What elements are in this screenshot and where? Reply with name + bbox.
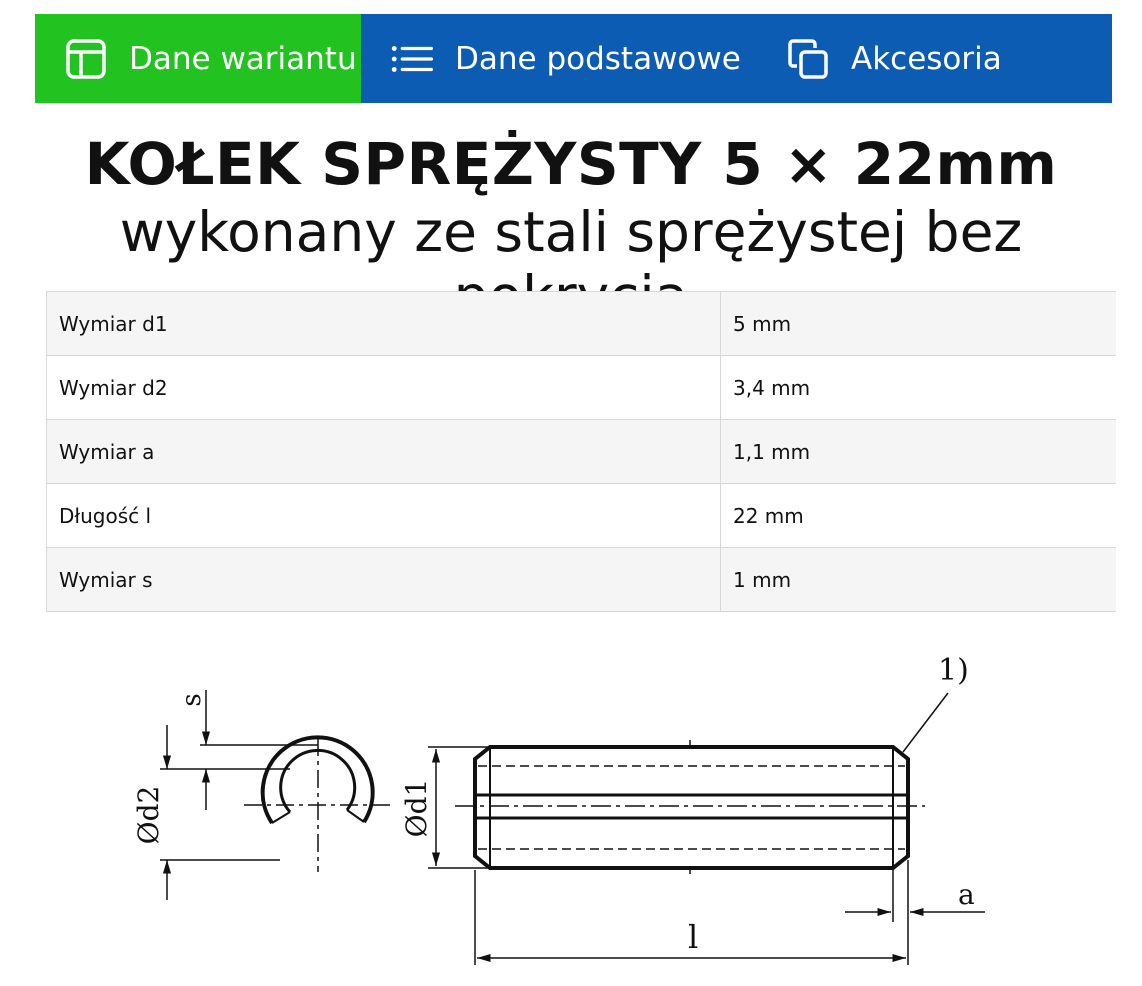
dimension-d1-label: Ød1 bbox=[400, 778, 433, 838]
spec-table bbox=[46, 291, 1116, 612]
tab-bar bbox=[35, 14, 1112, 103]
technical-drawing bbox=[0, 630, 1142, 986]
tab-label: Dane wariantu bbox=[129, 40, 357, 77]
copy-icon bbox=[787, 38, 829, 80]
list-icon bbox=[391, 38, 433, 80]
table-row bbox=[47, 292, 1117, 356]
pin-side-view bbox=[455, 740, 925, 874]
dimension-s-label: s bbox=[177, 693, 207, 707]
product-subtitle: wykonany ze stali sprężystej bez bbox=[119, 200, 1023, 264]
tab-dane-podstawowe[interactable] bbox=[361, 14, 757, 103]
dimension-d1 bbox=[428, 747, 490, 868]
spec-value: 1 mm bbox=[721, 548, 1117, 612]
dimension-d2 bbox=[160, 725, 280, 900]
note-label: 1) bbox=[938, 653, 969, 688]
spec-value: 3,4 mm bbox=[721, 356, 1117, 420]
tab-label: Dane podstawowe bbox=[455, 40, 741, 77]
dimension-a-label: a bbox=[958, 878, 975, 911]
product-title: KOŁEK SPRĘŻYSTY 5 × 22mm bbox=[84, 130, 1058, 198]
pin-end-view bbox=[244, 737, 392, 872]
spec-label: Długość l bbox=[47, 484, 721, 548]
layout-icon bbox=[65, 38, 107, 80]
dimension-l-label: l bbox=[688, 918, 699, 956]
spec-label: Wymiar s bbox=[47, 548, 721, 612]
table-row bbox=[47, 420, 1117, 484]
dimension-d2-label: Ød2 bbox=[132, 785, 165, 845]
spec-label: Wymiar d2 bbox=[47, 356, 721, 420]
dimension-s bbox=[200, 690, 318, 810]
spec-label: Wymiar a bbox=[47, 420, 721, 484]
note-leader bbox=[903, 693, 948, 752]
spec-value: 1,1 mm bbox=[721, 420, 1117, 484]
spec-value: 22 mm bbox=[721, 484, 1117, 548]
spec-label: Wymiar d1 bbox=[47, 292, 721, 356]
spec-value: 5 mm bbox=[721, 292, 1117, 356]
table-row bbox=[47, 356, 1117, 420]
table-row bbox=[47, 484, 1117, 548]
tab-label: Akcesoria bbox=[851, 40, 1002, 77]
table-row bbox=[47, 548, 1117, 612]
dimension-a bbox=[845, 860, 985, 965]
tab-dane-wariantu[interactable] bbox=[35, 14, 361, 103]
tab-akcesoria[interactable] bbox=[757, 14, 1002, 103]
